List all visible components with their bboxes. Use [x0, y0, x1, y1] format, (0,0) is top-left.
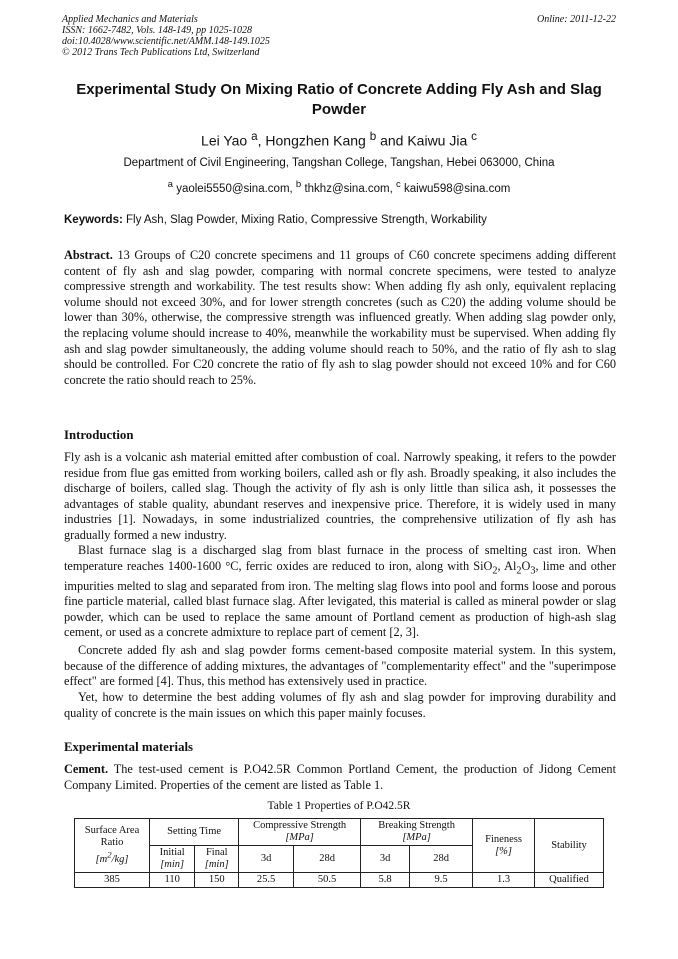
introduction-heading: Introduction — [64, 428, 134, 442]
header-compressive-label: Compressive Strength — [253, 820, 347, 831]
p2-part-b: , Al — [497, 558, 517, 573]
header-surface-line2: Ratio — [100, 836, 124, 848]
header-initial-unit: [min] — [160, 859, 185, 870]
email-2[interactable]: thkhz@sina.com — [304, 182, 390, 195]
header-comp-3d: 3d — [239, 846, 294, 873]
email-list: $^a$ yaolei5550@sina.com, $^b$ thkhz@sina.com, $^c$ kaiwu598@sina.com — [167, 179, 511, 195]
author-3: Kaiwu Jia — [407, 132, 468, 149]
intro-paragraph-1: Fly ash is a volcanic ash material emitted after combustion of coal. Narrowly speaking, it refers to the powder residue from flue gas emitted from working boilers, called ash or fly ash. Broadly speaking, it also includes the discharge of boilers, called slag. Though the activity of fly ash is only little than silica ash, it possesses the advantages of stable quality, abundant reserves and inexpensive price. Therefore, it is widely used in many industries [1]. Nowadays, in some industrialized countries, the comprehensive utilization of fly ash has gradually formed a new industry. — [64, 450, 616, 542]
author-1-sup: a — [251, 130, 258, 143]
cell-break-3d: 5.8 — [361, 873, 410, 888]
header-final-unit: [min] — [204, 859, 229, 870]
keywords-text: Fly Ash, Slag Powder, Mixing Ratio, Compressive Strength, Workability — [126, 214, 487, 226]
header-fineness — [473, 819, 535, 873]
cement-paragraph — [64, 762, 616, 793]
table-row — [75, 873, 604, 888]
header-comp-28d: 28d — [294, 846, 361, 873]
header-break-3d: 3d — [361, 846, 410, 873]
abstract-text: 13 Groups of C20 concrete specimens and 11 groups of C60 concrete specimens adding different content of fly ash and slag powder, comparing with normal concrete specimens, were tested to analyze compressive strength and workability. The test results show: When adding fly ash only, equivalent replacing volume should not exceed 30%, and for lower strength concretes (such as C20) the adding volume should be lower than 30%, otherwise, the compressive strength was influenced greatly. When adding slag powder only, the replacing volume should increase to 40%, meanwhile the workability must be supervised. When adding fly ash and slag powder simultaneously, the adding volume should reach to 50%, and the ratio of fly ash to slag should be controlled. For C20 concrete the ratio of fly ash to slag powder should not exceed 10% and for C60 concrete the ratio should reach to 25%. — [64, 248, 616, 387]
header-stability: Stability — [535, 819, 604, 873]
abstract-label: Abstract. — [64, 248, 113, 262]
author-2-sup: b — [369, 130, 377, 143]
doi-line: doi:10.4028/www.scientific.net/AMM.148-149.1025 — [62, 36, 270, 47]
cement-label: Cement. — [64, 762, 109, 776]
email-1[interactable]: yaolei5550@sina.com — [176, 182, 290, 195]
cell-comp-3d: 25.5 — [239, 873, 294, 888]
email-3[interactable]: kaiwu598@sina.com — [404, 182, 511, 195]
header-final-label: Final — [205, 847, 228, 858]
header-fineness-label: Fineness — [485, 833, 522, 845]
unit-part-a: [m — [95, 854, 108, 866]
p2-sub-3: 3 — [530, 565, 536, 577]
email-1-sup: a — [167, 179, 173, 190]
p2-part-a: Blast furnace slag is a discharged slag from blast furnace in the process of smelting cast iron. When temperature reaches 1400-1600 °C, ferric oxides are reduced to iron, along with SiO — [64, 543, 616, 573]
header-surface-unit — [95, 849, 129, 866]
header-break-28d: 28d — [410, 846, 473, 873]
cell-surface: 385 — [75, 873, 150, 888]
copyright-line: © 2012 Trans Tech Publications Ltd, Switzerland — [62, 47, 260, 58]
author-list: Lei Yao $^a$, Hongzhen Kang $^b$ and Kaiwu Jia $^c$ — [201, 130, 477, 149]
cell-fineness: 1.3 — [473, 873, 535, 888]
header-initial — [150, 846, 195, 873]
email-2-sup: b — [295, 179, 302, 190]
header-breaking-label: Breaking Strength — [378, 820, 455, 831]
unit-part-b: /kg] — [111, 854, 129, 866]
header-compressive-unit: [MPa] — [285, 832, 314, 843]
online-date: Online: 2011-12-22 — [537, 14, 616, 25]
header-compressive — [239, 819, 361, 846]
journal-header — [62, 14, 616, 58]
properties-table — [74, 818, 604, 888]
cell-stability: Qualified — [535, 873, 604, 888]
affiliation: Department of Civil Engineering, Tangshan College, Tangshan, Hebei 063000, China — [123, 157, 555, 169]
intro-paragraph-4: Yet, how to determine the best adding volumes of fly ash and slag powder for improving durability and quality of concrete is the main issues on which this paper mainly focuses. — [64, 690, 616, 720]
header-breaking-unit: [MPa] — [402, 832, 431, 843]
header-fineness-unit: [%] — [495, 845, 513, 857]
paper-title: Experimental Study On Mixing Ratio of Concrete Adding Fly Ash and Slag Powder — [76, 81, 602, 118]
p2-part-c: O — [521, 558, 531, 573]
header-initial-label: Initial — [159, 847, 185, 858]
cell-final: 150 — [195, 873, 239, 888]
header-surface-area — [75, 819, 150, 873]
p2-sub-1: 2 — [492, 565, 498, 577]
p2-part-d: , lime and other impurities melted to slag and separated from iron. The melting slag flows into pool and forms loose and porous fine particle material, called blast furnace slag. After levigated, this material is called as mineral powder or slag powder, which can be used to replace the same amount of Portland cement as production of high-ash slag cement, or used as a concrete admixture to replace part of cement [2, 3]. — [64, 558, 616, 640]
header-surface-line1: Surface Area — [84, 824, 140, 836]
keywords-label: Keywords: — [64, 214, 123, 226]
journal-name: Applied Mechanics and Materials — [62, 14, 198, 25]
unit-sup: 2 — [107, 849, 112, 860]
abstract — [64, 248, 616, 388]
author-3-sup: c — [471, 130, 477, 143]
cell-comp-28d: 50.5 — [294, 873, 361, 888]
cell-initial: 110 — [150, 873, 195, 888]
email-3-sup: c — [396, 179, 401, 190]
header-setting-time: Setting Time — [150, 819, 239, 846]
intro-paragraph-2 — [64, 543, 616, 641]
issn-line: ISSN: 1662-7482, Vols. 148-149, pp 1025-1028 — [62, 25, 252, 36]
header-final — [195, 846, 239, 873]
header-breaking — [361, 819, 473, 846]
intro-paragraph-3: Concrete added fly ash and slag powder forms cement-based composite material system. In this system, because of the difference of adding mixtures, the advantages of "complementarity effect" and the "superimpose effect" are formed [4]. Thus, this method has extensively used in practice. — [64, 643, 616, 689]
table-caption: Table 1 Properties of P.O42.5R — [267, 800, 411, 812]
keywords — [64, 214, 616, 226]
cement-text: The test-used cement is P.O42.5R Common Portland Cement, the production of Jidong Cement Company Limited. Properties of the cement are listed as Table 1. — [64, 762, 616, 792]
author-1: Lei Yao — [201, 132, 248, 149]
cell-break-28d: 9.5 — [410, 873, 473, 888]
materials-heading: Experimental materials — [64, 740, 194, 754]
table-header-row-1 — [75, 819, 604, 846]
author-2: Hongzhen Kang — [265, 132, 366, 149]
p2-sub-2: 2 — [516, 565, 522, 577]
